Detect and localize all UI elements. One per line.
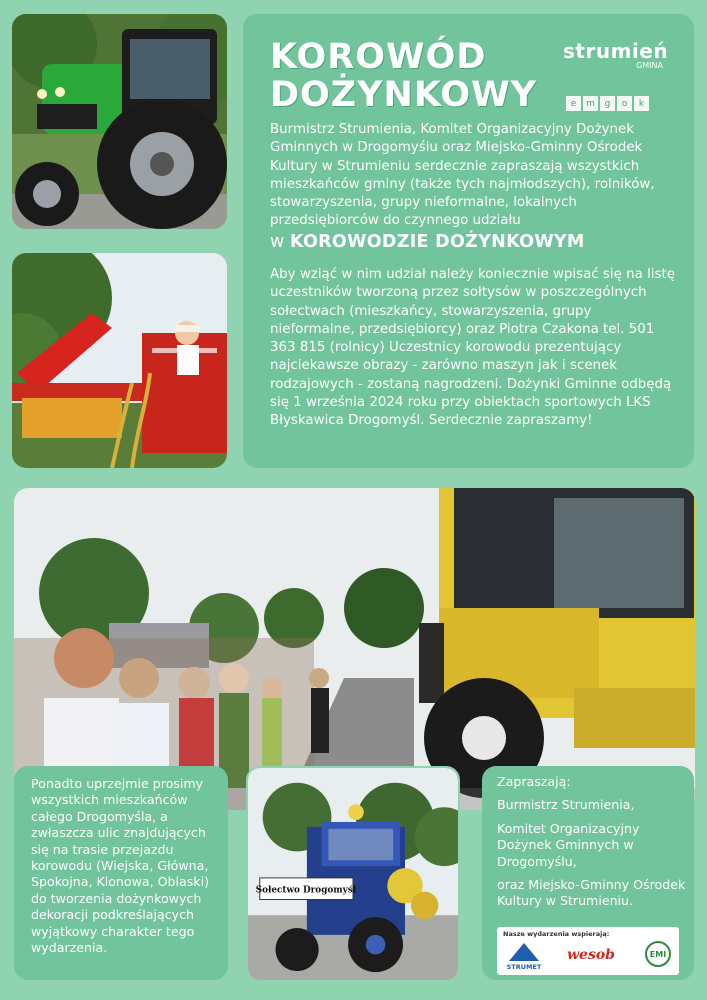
wesob-logo: wesob: [567, 947, 615, 963]
emi-logo: EMI: [645, 941, 671, 967]
logo-name: strumień: [563, 39, 669, 63]
subheading: [270, 232, 585, 252]
invite-line-1: Burmistrz Strumienia,: [497, 797, 635, 813]
left-note-text: Ponadto uprzejmie prosimy wszystkich mieszkańców całego Drogomyśla, a zwłaszcza ulic znajdujących się na trasie przejazdu korowodu (Wiejska, Główna, Spokojna, Klonowa, Oblaski) do tworzenia dożynkowych dekoracji podkreślających wyjątkowy charakter tego wydarzenia.: [31, 776, 210, 956]
photo-sign-text: Sołectwo Drogomyśl: [255, 885, 357, 896]
invite-line-3: oraz Miejsko-Gminny Ośrodek Kultury w Strumieniu.: [497, 877, 686, 909]
emgok-badge: [566, 96, 649, 111]
subheading-bold: KOROWODZIE DOŻYNKOWYM: [289, 232, 585, 252]
badge-letter: e: [566, 96, 581, 111]
strumet-text: STRUMET: [506, 963, 542, 971]
title-line-1: KOROWÓD: [270, 37, 487, 77]
photo-parade-harvester: [14, 488, 695, 810]
invite-heading: Zapraszają:: [497, 774, 571, 789]
invite-lines: [497, 774, 687, 917]
title-line-2: DOŻYNKOWY: [270, 75, 538, 115]
page-title: [270, 38, 537, 114]
strumet-logo: [503, 941, 545, 971]
strumien-logo: [563, 39, 669, 70]
sponsors-box: [497, 927, 679, 975]
photo-red-sprayer: [12, 253, 227, 468]
subheading-prefix: w: [270, 232, 285, 252]
invite-line-2: Komitet Organizacyjny Dożynek Gminnych w Drogomyślu,: [497, 820, 640, 869]
main-info-panel: [243, 14, 694, 468]
right-note-panel: [482, 766, 694, 980]
intro-paragraph: Burmistrz Strumienia, Komitet Organizacyjny Dożynek Gminnych w Drogomyślu oraz Miejsko-Gminny Ośrodek Kultury w Strumieniu serdecznie zapraszają wszystkich mieszkańców gminy (także tych najmłodszych), rolników, stowarzyszenia, grupy nieformalne, lokalnych przedsiębiorców do czynnego udziału: [270, 122, 655, 229]
sponsors-label: Nasze wydarzenia wspierają:: [503, 930, 610, 938]
badge-letter: k: [634, 96, 649, 111]
photo-green-tractor: [12, 14, 227, 229]
badge-letter: o: [617, 96, 632, 111]
left-note-panel: [14, 766, 228, 980]
logo-sub: GMINA: [636, 61, 663, 70]
details-paragraph: Aby wziąć w nim udział należy koniecznie wpisać się na listę uczestników tworzoną przez sołtysów w poszczególnych sołectwach (mieszkańcy, stowarzyszenia, grupy nieformalne, przedsiębiorcy) oraz Piotra Czakona tel. 501 363 815 (rolnicy) Uczestnicy korowodu prezentujący najciekawsze obrazy - zarówno maszyn jak i scenek rodzajowych - zostaną nagrodzeni. Dożynki Gminne odbędą się 1 września 2024 roku przy obiektach sportowych LKS Błyskawica Drogomyśl. Serdecznie zapraszamy!: [270, 267, 675, 429]
photo-blue-tractor: [246, 766, 460, 982]
badge-letter: m: [583, 96, 598, 111]
badge-letter: g: [600, 96, 615, 111]
